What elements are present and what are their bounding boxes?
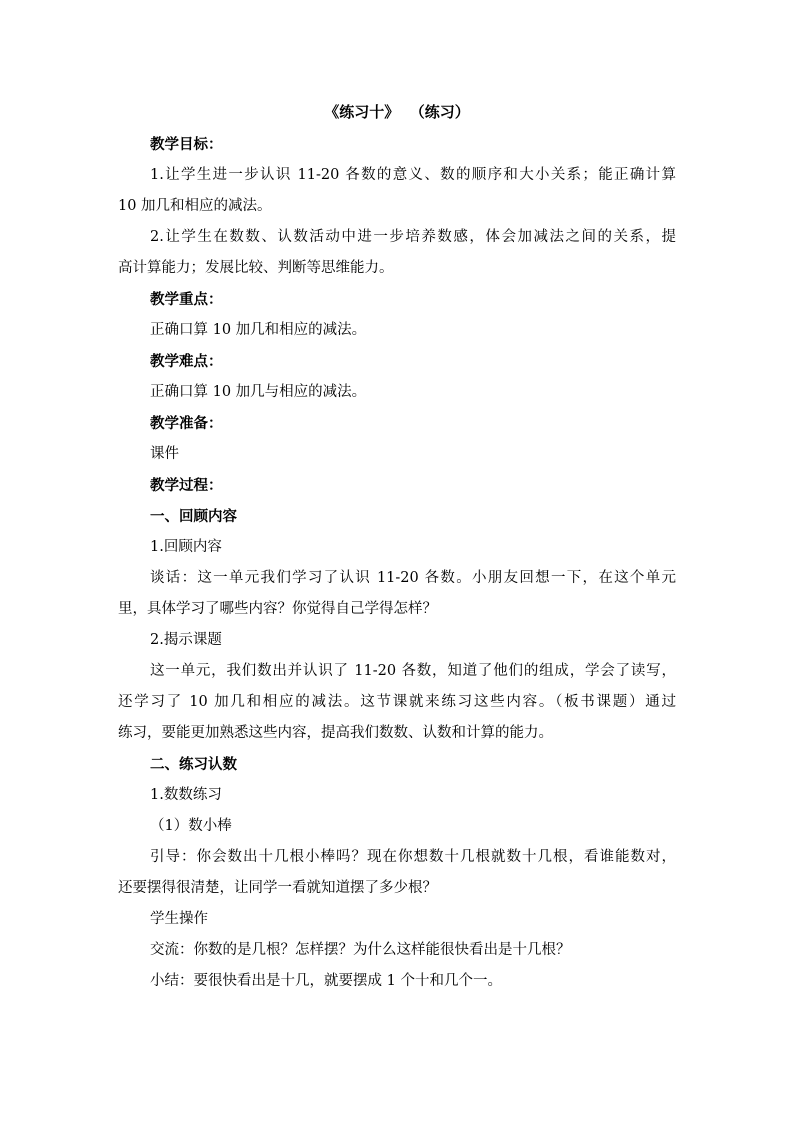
key-heading: 教学重点： [150, 291, 223, 308]
part2-item1-heading: 1.数数练习 [150, 787, 222, 803]
prep-heading: 教学准备： [150, 415, 223, 432]
part1-item1-line-1: 谈话：这一单元我们学习了认识 11-20 各数。小朋友回想一下，在这个单元 [150, 570, 676, 586]
part2-operation: 学生操作 [150, 911, 208, 927]
part1-item1-heading: 1.回顾内容 [150, 539, 222, 555]
part1-item1-line-2: 里，具体学习了哪些内容？你觉得自己学得怎样？ [118, 601, 437, 617]
part1-item2-line-3: 练习，要能更加熟悉这些内容，提高我们数数、认数和计算的能力。 [118, 725, 553, 741]
goal-2-line-1: 2.让学生在数数、认数活动中进一步培养数感，体会加减法之间的关系，提 [150, 229, 676, 245]
part1-item2-line-1: 这一单元，我们数出并认识了 11-20 各数，知道了他们的组成，学会了读写， [150, 663, 676, 679]
key-text: 正确口算 10 加几和相应的减法。 [150, 322, 367, 338]
part2-guide-line-1: 引导：你会数出十几根小棒吗？现在你想数十几根就数十几根，看谁能数对， [150, 849, 676, 865]
part2-heading: 二、练习认数 [150, 756, 237, 773]
part1-item2-line-2: 还学习了 10 加几和相应的减法。这节课就来练习这些内容。（板书课题）通过 [118, 694, 676, 710]
document-title: 《练习十》 （练习） [324, 103, 470, 121]
process-heading: 教学过程： [150, 477, 223, 494]
prep-text: 课件 [150, 446, 179, 462]
document-body [118, 96, 676, 997]
goal-2-line-2: 高计算能力；发展比较、判断等思维能力。 [118, 260, 394, 276]
part1-item2-heading: 2.揭示课题 [150, 632, 222, 648]
part1-heading: 一、回顾内容 [150, 508, 237, 525]
difficulty-heading: 教学难点： [150, 353, 223, 370]
part2-summary: 小结：要很快看出是十几，就要摆成 1 个十和几个一。 [150, 973, 502, 989]
part2-item1-subheading: （1）数小棒 [150, 818, 232, 834]
goal-1-line-2: 10 加几和相应的减法。 [118, 198, 272, 214]
goal-1-line-1: 1.让学生进一步认识 11-20 各数的意义、数的顺序和大小关系；能正确计算 [150, 167, 676, 183]
difficulty-text: 正确口算 10 加几与相应的减法。 [150, 384, 367, 400]
part2-exchange: 交流：你数的是几根？怎样摆？为什么这样能很快看出是十几根？ [150, 942, 571, 958]
goal-heading: 教学目标： [150, 136, 223, 153]
part2-guide-line-2: 还要摆得很清楚，让同学一看就知道摆了多少根？ [118, 880, 437, 896]
